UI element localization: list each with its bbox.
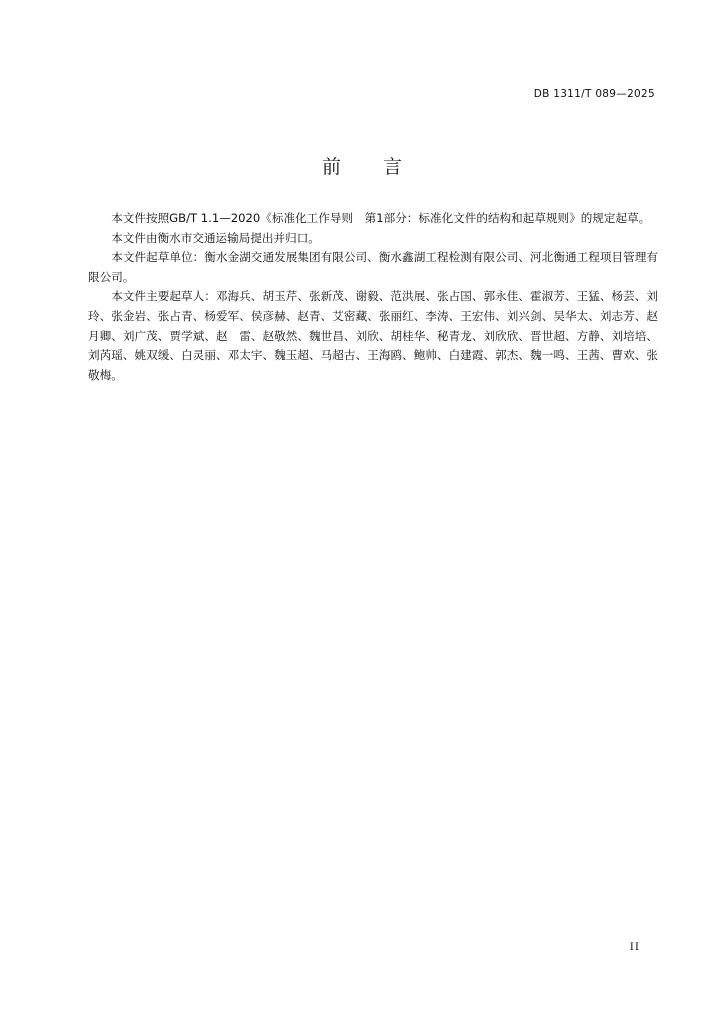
paragraph-drafting-rules: 本文件按照GB/T 1.1—2020《标准化工作导则 第1部分：标准化文件的结构和起草规则》的规定起草。 [111,211,651,225]
paragraph-drafting-units: 本文件起草单位：衡水金湖交通发展集团有限公司、衡水鑫湖工程检测有限公司、河北衡通工程项目管理有限公司。 [88,250,658,284]
paragraph-drafters: 本文件主要起草人：邓海兵、胡玉芹、张新茂、谢毅、范洪展、张占国、郭永佳、霍淑芳、王猛、杨芸、刘玲、张金岩、张占青、杨爱军、侯彦赫、赵青、艾密藏、张丽红、李涛、王宏伟、刘兴剑、吴华太、刘志芳、赵月卿、刘广茂、贾学斌、赵 雷、赵敬然、魏世昌、刘欣、胡桂华、秘青龙、刘欣欣、晋世超、方静、刘培培、刘芮瑶、姚双缓、白灵丽、邓太宇、魏玉超、马超古、王海鸥、鲍帅、白建霞、郭杰、魏一鸣、王茜、曹欢、张敬梅。 [88,289,658,382]
page-title: 前言 [321,156,444,178]
preface-body [88,209,658,385]
page-number: II [629,941,640,953]
paragraph-proposer: 本文件由衡水市交通运输局提出并归口。 [111,230,320,245]
document-code: DB 1311/T 089—2025 [533,88,655,100]
